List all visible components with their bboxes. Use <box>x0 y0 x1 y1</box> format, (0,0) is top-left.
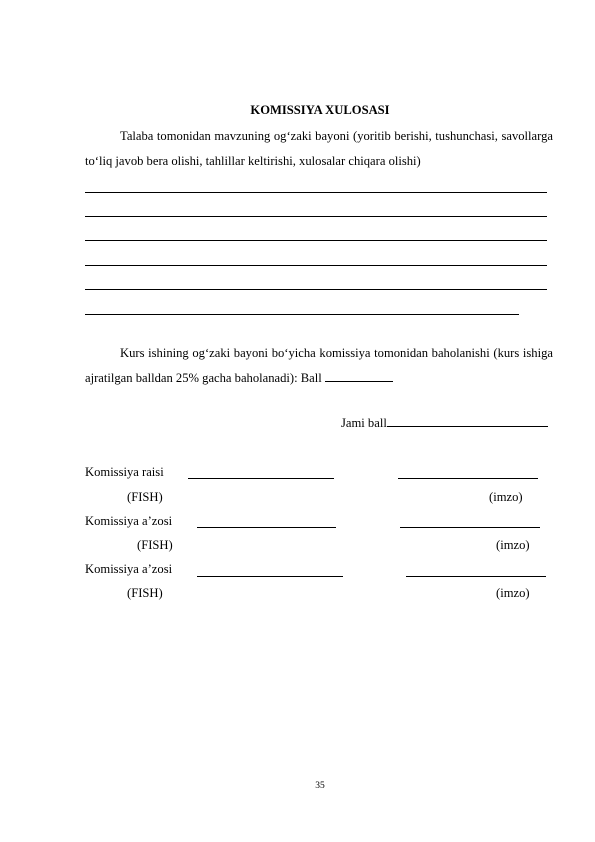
member1-fish-line <box>197 527 336 528</box>
member1-fish-label: (FISH) <box>137 538 173 552</box>
answer-line-3 <box>85 240 547 241</box>
answer-line-4 <box>85 265 547 266</box>
ball-fill-line <box>325 371 393 382</box>
oral-presentation-paragraph <box>85 124 553 173</box>
total-score-label: Jami ball <box>341 416 387 430</box>
answer-line-1 <box>85 192 547 193</box>
answer-line-5 <box>85 289 547 290</box>
page-title: KOMISSIYA XULOSASI <box>250 103 390 117</box>
chair-imzo-line <box>398 478 538 479</box>
signature-role-member-1: Komissiya a’zosi <box>85 514 173 528</box>
signature-role-chair: Komissiya raisi <box>85 465 164 479</box>
chair-fish-label: (FISH) <box>127 490 163 504</box>
answer-line-6 <box>85 314 519 315</box>
page-number: 35 <box>315 781 325 791</box>
member2-imzo-line <box>406 576 546 577</box>
answer-line-2 <box>85 216 547 217</box>
member1-imzo-line <box>400 527 540 528</box>
signature-role-member-2: Komissiya a’zosi <box>85 562 173 576</box>
member1-imzo-label: (imzo) <box>496 538 530 552</box>
oral-presentation-text: Talaba tomonidan mavzuning og‘zaki bayoni (yoritib berishi, tushunchasi, savollarga to‘liq javob bera olishi, tahlillar keltirishi, xulosalar chiqara olishi) <box>85 129 553 168</box>
chair-fish-line <box>188 478 334 479</box>
member2-fish-label: (FISH) <box>127 586 163 600</box>
member2-fish-line <box>197 576 343 577</box>
member2-imzo-label: (imzo) <box>496 586 530 600</box>
grading-text: Kurs ishining og‘zaki bayoni bo‘yicha komissiya tomonidan baholanishi (kurs ishiga ajratilgan balldan 25% gacha baholanadi): Ball <box>85 346 553 385</box>
grading-paragraph <box>85 341 553 390</box>
total-score-fill-line <box>387 416 548 427</box>
chair-imzo-label: (imzo) <box>489 490 523 504</box>
total-score-row <box>341 416 548 431</box>
